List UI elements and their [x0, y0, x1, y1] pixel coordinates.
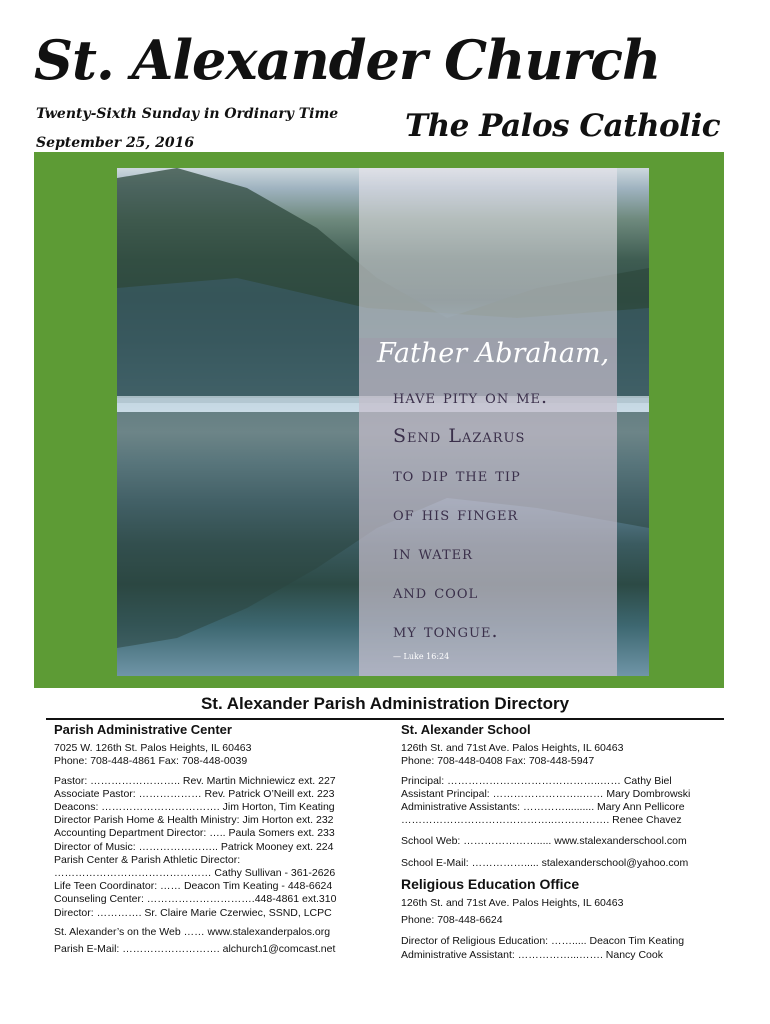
cover-frame [34, 152, 724, 688]
school-staff-entry: Principal: ……………………………………..…… Cathy Biel [401, 774, 672, 787]
school-staff-entry: ……………………………………..……………. Renee Chavez [401, 814, 682, 827]
re-staff-entry: Director of Religious Education: ……..... Deacon Tim Keating [401, 935, 685, 948]
staff-entry: Director Parish Home & Health Ministry: Jim Horton ext. 232 [54, 814, 334, 827]
staff-entry: Associate Pastor: ……………… Rev. Patrick O’Neill ext. 223 [54, 787, 335, 800]
re-staff-entry: Administrative Assistant: ……………...……. Nancy Cook [401, 948, 663, 961]
staff-entry: Director of Music: ………………….. Patrick Mooney ext. 224 [54, 840, 334, 853]
directory-title: St. Alexander Parish Administration Directory [200, 694, 570, 713]
quote-heading: Father Abraham, [377, 338, 610, 369]
staff-entry: Deacons: ……………………………. Jim Horton, Tim Keating [54, 801, 335, 814]
parish-address: 7025 W. 126th St. Palos Heights, IL 60463 [54, 742, 252, 755]
staff-entry: Life Teen Coordinator: …… Deacon Tim Keating - 448-6624 [54, 880, 333, 893]
church-title: St. Alexander Church [34, 28, 661, 92]
school-staff-entry: Assistant Principal: ……………………..…… Mary Dombrowski [401, 787, 691, 800]
parish-center-heading: Parish Administrative Center [54, 722, 232, 737]
quote-line: to dip the tip [393, 464, 521, 486]
quote-line: and cool [393, 581, 479, 603]
quote-line: my tongue. [393, 620, 499, 642]
staff-entry: Parish Center & Parish Athletic Director: [54, 853, 241, 866]
religious-education-heading: Religious Education Office [401, 875, 580, 892]
parish-center-column [54, 723, 384, 956]
parish-phone: Phone: 708-448-4861 Fax: 708-448-0039 [54, 755, 248, 768]
school-address: 126th St. and 71st Ave. Palos Heights, IL 60463 [401, 742, 624, 755]
parish-website: St. Alexander’s on the Web …… www.stalexanderpalos.org [54, 925, 331, 938]
re-phone: Phone: 708-448-6624 [401, 914, 503, 927]
school-column [401, 723, 731, 962]
staff-entry: Pastor: …………………….. Rev. Martin Michniewicz ext. 227 [54, 774, 336, 787]
re-address: 126th St. and 71st Ave. Palos Heights, IL 60463 [401, 897, 624, 910]
school-phone: Phone: 708-448-0408 Fax: 708-448-5947 [401, 755, 595, 768]
directory-divider [46, 718, 724, 720]
staff-entry: ……………………………………… Cathy Sullivan - 361-2626 [54, 867, 336, 880]
lake-mountain-photo [117, 168, 649, 676]
scripture-citation: — Luke 16:24 [393, 652, 450, 661]
liturgical-occasion: Twenty-Sixth Sunday in Ordinary Time [36, 106, 339, 122]
quote-line: Send Lazarus [393, 425, 526, 447]
quote-line: have pity on me. [393, 386, 549, 408]
parish-email: Parish E-Mail: ………………………. alchurch1@comcast.net [54, 943, 336, 956]
publication-name: The Palos Catholic [405, 108, 721, 144]
staff-entry: Director: …………. Sr. Claire Marie Czerwiec, SSND, LCPC [54, 906, 332, 919]
staff-entry: Counseling Center: ………………………….448-4861 ext.310 [54, 893, 337, 906]
bulletin-date: September 25, 2016 [36, 135, 195, 151]
school-email: School E-Mail: ……………..... stalexanderschool@yahoo.com [401, 856, 689, 869]
school-staff-entry: Administrative Assistants: ………….......... Mary Ann Pellicore [401, 801, 685, 814]
quote-line: of his finger [393, 503, 519, 525]
school-website: School Web: …………………..... www.stalexanderschool.com [401, 835, 687, 848]
quote-line: in water [393, 542, 473, 564]
school-heading: St. Alexander School [401, 722, 531, 737]
staff-entry: Accounting Department Director: ….. Paula Somers ext. 233 [54, 827, 335, 840]
